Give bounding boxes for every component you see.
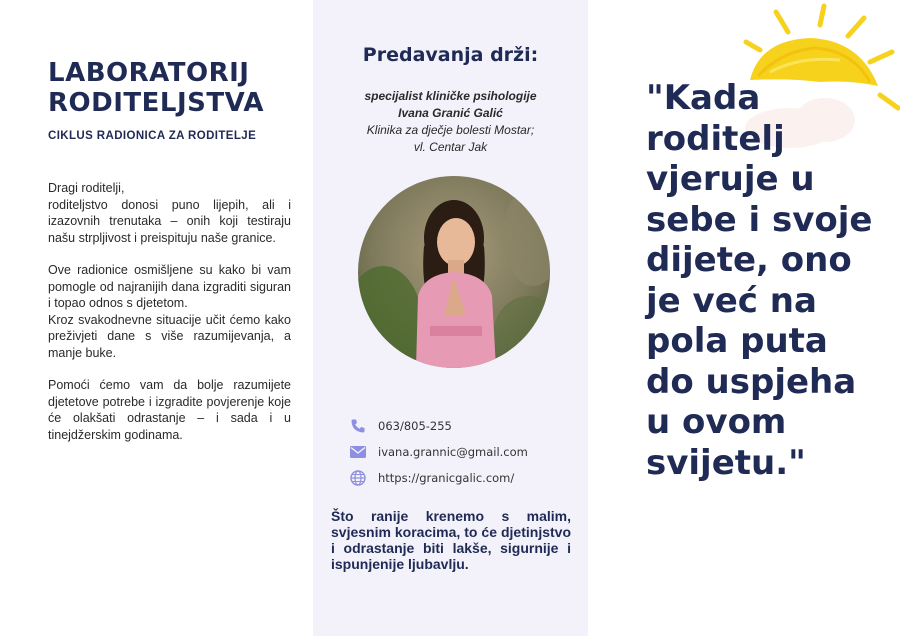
email-address: ivana.grannic@gmail.com xyxy=(378,445,528,459)
quote-text: "Kada roditelj vjeruje u sebe i svoje dijete, ono je već na pola puta do uspjeha u ovom svijetu." xyxy=(646,78,873,483)
lecturer-center: vl. Centar Jak xyxy=(413,140,488,154)
contact-phone[interactable] xyxy=(349,414,528,438)
contact-list xyxy=(349,414,528,492)
lecturer-info xyxy=(313,88,588,156)
lecturer-heading: Predavanja drži: xyxy=(362,44,539,66)
left-panel xyxy=(0,0,313,636)
paragraph-3: Pomoći ćemo vam da bolje razumijete djetetove potrebe i izgradite povjerenje koje će olakšati odrastanje – i sada i u tinejdžerskim godinama. xyxy=(48,378,291,442)
lecturer-name: Ivana Granić Galić xyxy=(398,106,503,120)
contact-website[interactable] xyxy=(349,466,528,490)
paragraph-1: roditeljstvo donosi puno lijepih, ali i izazovnih trenutaka – onih koji testiraju našu strpljivost i preispituju naše granice. xyxy=(48,197,291,245)
paragraph-2a: Ove radionice osmišljene su kako bi vam pomogle od najranijih dana izgraditi siguran i topao odnos s djetetom. xyxy=(48,263,291,310)
phone-icon xyxy=(349,417,367,435)
greeting: Dragi roditelji, xyxy=(48,181,125,195)
intro-text xyxy=(48,180,291,459)
phone-number: 063/805-255 xyxy=(378,419,452,433)
paragraph-2b: Kroz svakodnevne situacije učit ćemo kako preživjeti dane s više razumijevanja, a manje buke. xyxy=(48,312,291,360)
title-line-2: RODITELJSTVA xyxy=(48,88,265,118)
globe-icon xyxy=(349,469,367,487)
lecturer-photo xyxy=(358,176,550,368)
right-panel xyxy=(588,0,900,636)
middle-panel xyxy=(313,0,588,636)
website-url: https://granicgalic.com/ xyxy=(378,471,515,485)
lecturer-role: specijalist kliničke psihologije xyxy=(364,89,537,103)
mail-icon xyxy=(349,443,367,461)
closing-message: Što ranije krenemo s malim, svjesnim koracima, to će djetinjstvo i odrastanje biti lakše, sigurnije i ispunjenije ljubavlju. xyxy=(331,508,571,572)
contact-email[interactable] xyxy=(349,440,528,464)
main-title xyxy=(48,58,264,118)
subtitle: CIKLUS RADIONICA ZA RODITELJE xyxy=(48,130,257,142)
title-line-1: LABORATORIJ xyxy=(48,58,250,88)
lecturer-clinic: Klinika za dječje bolesti Mostar; xyxy=(366,123,535,137)
